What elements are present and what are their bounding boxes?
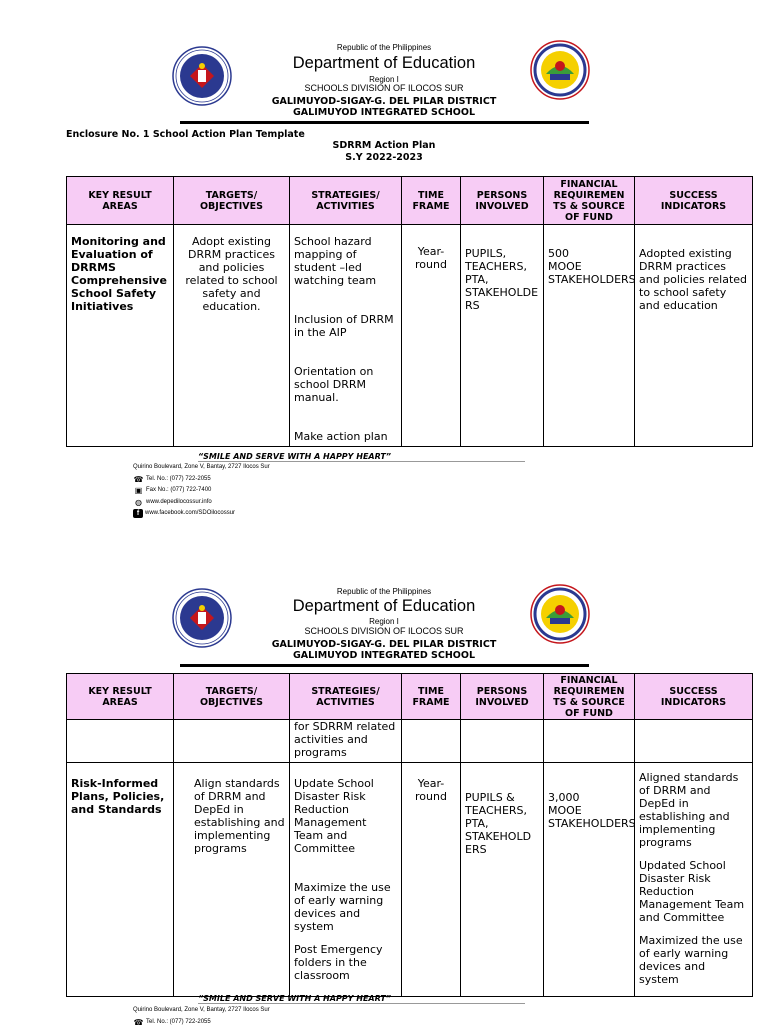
phone-icon: ☎ <box>133 1018 144 1027</box>
header-targets: TARGETS/ OBJECTIVES <box>174 177 290 225</box>
document-page-2 <box>0 540 768 1024</box>
table-row <box>67 225 753 447</box>
fund-cell <box>544 763 635 997</box>
success-cell: Adopted existing DRRM practices and policies related to school safety and education <box>635 225 753 447</box>
address-text: Quirino Boulevard, Zone V, Bantay, 2727 Ilocos Sur <box>133 1005 270 1017</box>
kra-cell: Monitoring and Evaluation of DRRMS Comprehensive School Safety Initiatives <box>67 225 174 447</box>
table-row <box>67 720 753 763</box>
strategy-item: Update School Disaster Risk Reduction Management Team and Committee <box>294 777 397 855</box>
strategies-cell: for SDRRM related activities and programs <box>290 720 402 763</box>
strategies-cell <box>290 763 402 997</box>
school-year: S.Y 2022-2023 <box>0 152 768 164</box>
table-row <box>67 763 753 997</box>
strategy-item: Post Emergency folders in the classroom <box>294 943 397 982</box>
header-kra: KEY RESULT AREAS <box>67 177 174 225</box>
district-label: GALIMUYOD-SIGAY-G. DEL PILAR DISTRICT <box>0 96 768 107</box>
target-cell: Align standards of DRRM and DepEd in establishing and implementing programs <box>174 763 290 997</box>
success-cell <box>635 763 753 997</box>
address-line <box>133 462 270 474</box>
header-time-frame: TIME FRAME <box>402 674 461 720</box>
fund-source: MOOE STAKEHOLDERS <box>548 804 630 830</box>
department-title: Department of Education <box>0 54 768 73</box>
strategy-item: Inclusion of DRRM in the AIP <box>294 313 397 339</box>
action-plan-table <box>66 176 753 447</box>
kra-cell <box>67 720 174 763</box>
header-persons: PERSONS INVOLVED <box>461 177 544 225</box>
fund-amount: 500 <box>548 247 630 260</box>
fund-cell <box>544 720 635 763</box>
region-label: Region I <box>0 75 768 84</box>
phone-icon: ☎ <box>133 475 144 484</box>
strategy-item: Maximize the use of early warning devices and system <box>294 881 397 933</box>
persons-cell <box>461 720 544 763</box>
district-label: GALIMUYOD-SIGAY-G. DEL PILAR DISTRICT <box>0 639 768 650</box>
header-time-frame: TIME FRAME <box>402 177 461 225</box>
plan-title-text: SDRRM Action Plan <box>0 140 768 152</box>
persons-cell: PUPILS, TEACHERS, PTA, STAKEHOLDE RS <box>461 225 544 447</box>
division-label: SCHOOLS DIVISION OF ILOCOS SUR <box>0 83 768 93</box>
enclosure-label: Enclosure No. 1 School Action Plan Template <box>66 129 305 140</box>
fund-amount: 3,000 <box>548 791 630 804</box>
contact-block <box>133 1005 270 1028</box>
header-divider <box>180 664 589 667</box>
header-financial: FINANCIAL REQUIREMEN TS & SOURCE OF FUND <box>544 674 635 720</box>
fund-source: MOOE STAKEHOLDERS <box>548 260 630 286</box>
strategy-item: School hazard mapping of student –led watching team <box>294 235 397 287</box>
header-strategies: STRATEGIES/ ACTIVITIES <box>290 674 402 720</box>
strategy-item: Orientation on school DRRM manual. <box>294 365 397 404</box>
header-targets: TARGETS/ OBJECTIVES <box>174 674 290 720</box>
address-line <box>133 1005 270 1017</box>
time-frame-cell <box>402 720 461 763</box>
header-divider <box>180 121 589 124</box>
header-persons: PERSONS INVOLVED <box>461 674 544 720</box>
motto-underline <box>198 1003 525 1004</box>
header-strategies: STRATEGIES/ ACTIVITIES <box>290 177 402 225</box>
fax-line <box>133 485 270 497</box>
success-cell <box>635 720 753 763</box>
fax-text: Fax No.: (077) 722-7400 <box>146 485 211 497</box>
table-header-row <box>67 177 753 225</box>
region-label: Region I <box>0 617 768 626</box>
tel-text: Tel. No.: (077) 722-2055 <box>146 474 211 486</box>
contact-block <box>133 462 270 520</box>
header-financial: FINANCIAL REQUIREMEN TS & SOURCE OF FUND <box>544 177 635 225</box>
web-text: www.depedilocossur.info <box>146 497 212 509</box>
success-item: Updated School Disaster Risk Reduction Management Team and Committee <box>639 859 748 924</box>
address-text: Quirino Boulevard, Zone V, Bantay, 2727 Ilocos Sur <box>133 462 270 474</box>
facebook-icon: f <box>133 509 143 518</box>
fax-icon: ▣ <box>133 486 144 495</box>
target-cell: Adopt existing DRRM practices and policies related to school safety and education. <box>174 225 290 447</box>
tel-line <box>133 1017 270 1028</box>
web-line <box>133 497 270 509</box>
strategy-item: Make action plan <box>294 430 397 443</box>
time-frame-cell: Year-round <box>402 225 461 447</box>
action-plan-table <box>66 673 753 997</box>
header-success: SUCCESS INDICATORS <box>635 177 753 225</box>
strategies-cell <box>290 225 402 447</box>
plan-title <box>0 140 768 164</box>
time-frame-cell: Year-round <box>402 763 461 997</box>
school-name: GALIMUYOD INTEGRATED SCHOOL <box>0 650 768 661</box>
success-item: Maximized the use of early warning devices and system <box>639 934 748 986</box>
tel-line <box>133 474 270 486</box>
success-item: Aligned standards of DRRM and DepEd in establishing and implementing programs <box>639 771 748 849</box>
persons-cell: PUPILS & TEACHERS, PTA, STAKEHOLD ERS <box>461 763 544 997</box>
fb-text: www.facebook.com/SDOilocossur <box>145 508 235 520</box>
republic-label: Republic of the Philippines <box>0 587 768 596</box>
motto: “SMILE AND SERVE WITH A HAPPY HEART” <box>198 994 391 1003</box>
kra-cell: Risk-Informed Plans, Policies, and Standards <box>67 763 174 997</box>
header-success: SUCCESS INDICATORS <box>635 674 753 720</box>
department-title: Department of Education <box>0 597 768 616</box>
republic-label: Republic of the Philippines <box>0 43 768 52</box>
division-label: SCHOOLS DIVISION OF ILOCOS SUR <box>0 626 768 636</box>
fb-line <box>133 508 270 520</box>
tel-text: Tel. No.: (077) 722-2055 <box>146 1017 211 1028</box>
globe-icon: ◍ <box>133 498 144 507</box>
motto: “SMILE AND SERVE WITH A HAPPY HEART” <box>198 452 391 461</box>
header-kra: KEY RESULT AREAS <box>67 674 174 720</box>
school-name: GALIMUYOD INTEGRATED SCHOOL <box>0 107 768 118</box>
target-cell <box>174 720 290 763</box>
table-header-row <box>67 674 753 720</box>
fund-cell <box>544 225 635 447</box>
